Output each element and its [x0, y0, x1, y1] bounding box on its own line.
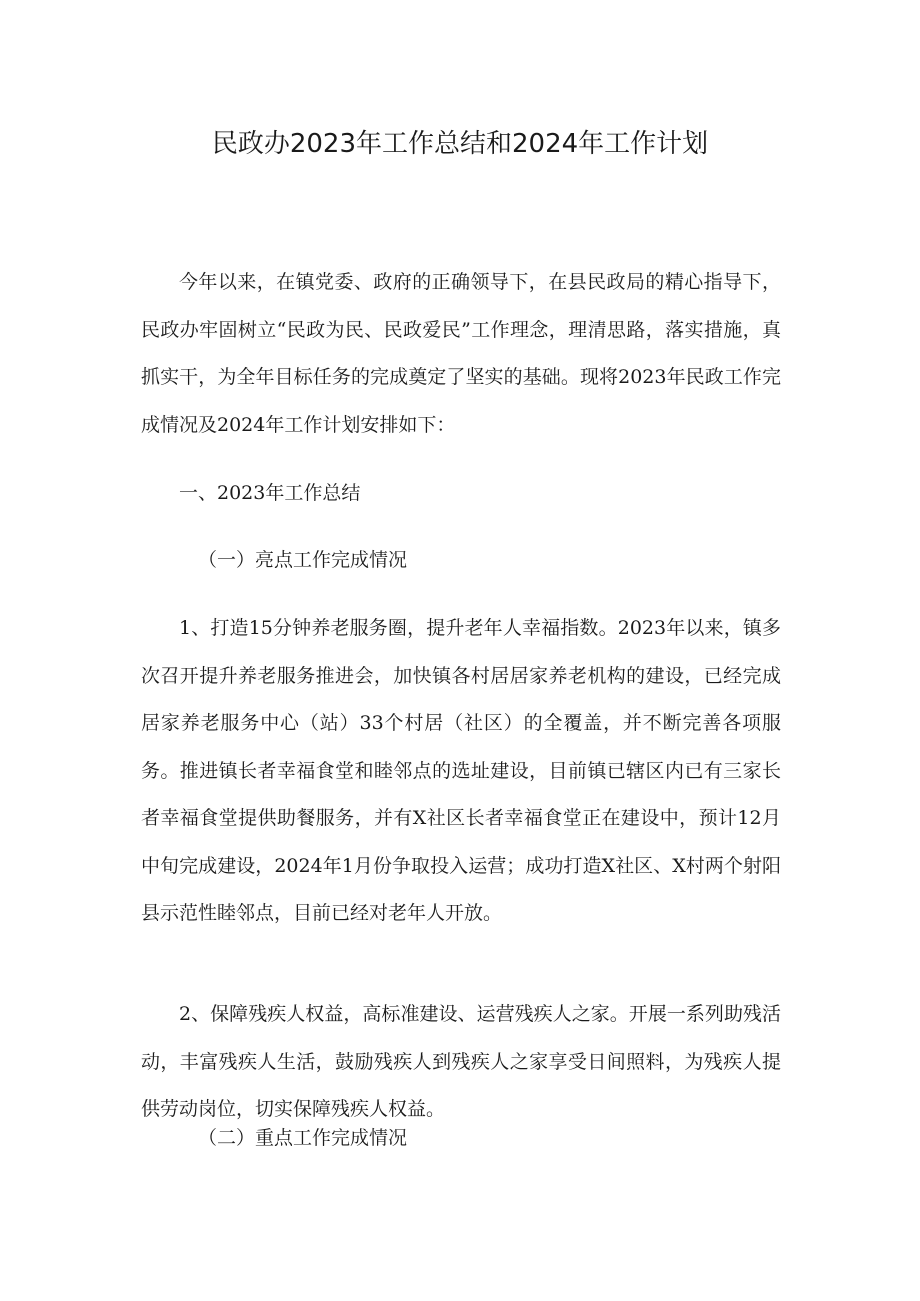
- intro-paragraph: 今年以来，在镇党委、政府的正确领导下，在县民政局的精心指导下，民政办牢固树立“民政为民、民政爱民”工作理念，理清思路，落实措施，真抓实干，为全年目标任务的完成奠定了坚实的基础。现将2023年民政工作完成情况及2024年工作计划安排如下：: [141, 271, 781, 436]
- subsection-heading-key-work: （二）重点工作完成情况: [198, 1127, 408, 1149]
- item-paragraph-elderly-care: 1、打造15分钟养老服务圈，提升老年人幸福指数。2023年以来，镇多次召开提升养老服务推进会，加快镇各村居居家养老机构的建设，已经完成居家养老服务中心（站）33个村居（社区）的全覆盖，并不断完善各项服务。推进镇长者幸福食堂和睦邻点的选址建设，目前镇已辖区内已有三家长者幸福食堂提供助餐服务，并有X社区长者幸福食堂正在建设中，预计12月中旬完成建设，2024年1月份争取投入运营；成功打造X社区、X村两个射阳县示范性睦邻点，目前已经对老年人开放。: [141, 617, 781, 924]
- document-title: 民政办2023年工作总结和2024年工作计划: [211, 129, 709, 159]
- item-paragraph-disability: 2、保障残疾人权益，高标准建设、运营残疾人之家。开展一系列助残活动，丰富残疾人生活，鼓励残疾人到残疾人之家享受日间照料，为残疾人提供劳动岗位，切实保障残疾人权益。: [141, 1003, 781, 1120]
- subsection-heading-highlights: （一）亮点工作完成情况: [198, 549, 408, 571]
- section-heading: 一、2023年工作总结: [179, 482, 361, 504]
